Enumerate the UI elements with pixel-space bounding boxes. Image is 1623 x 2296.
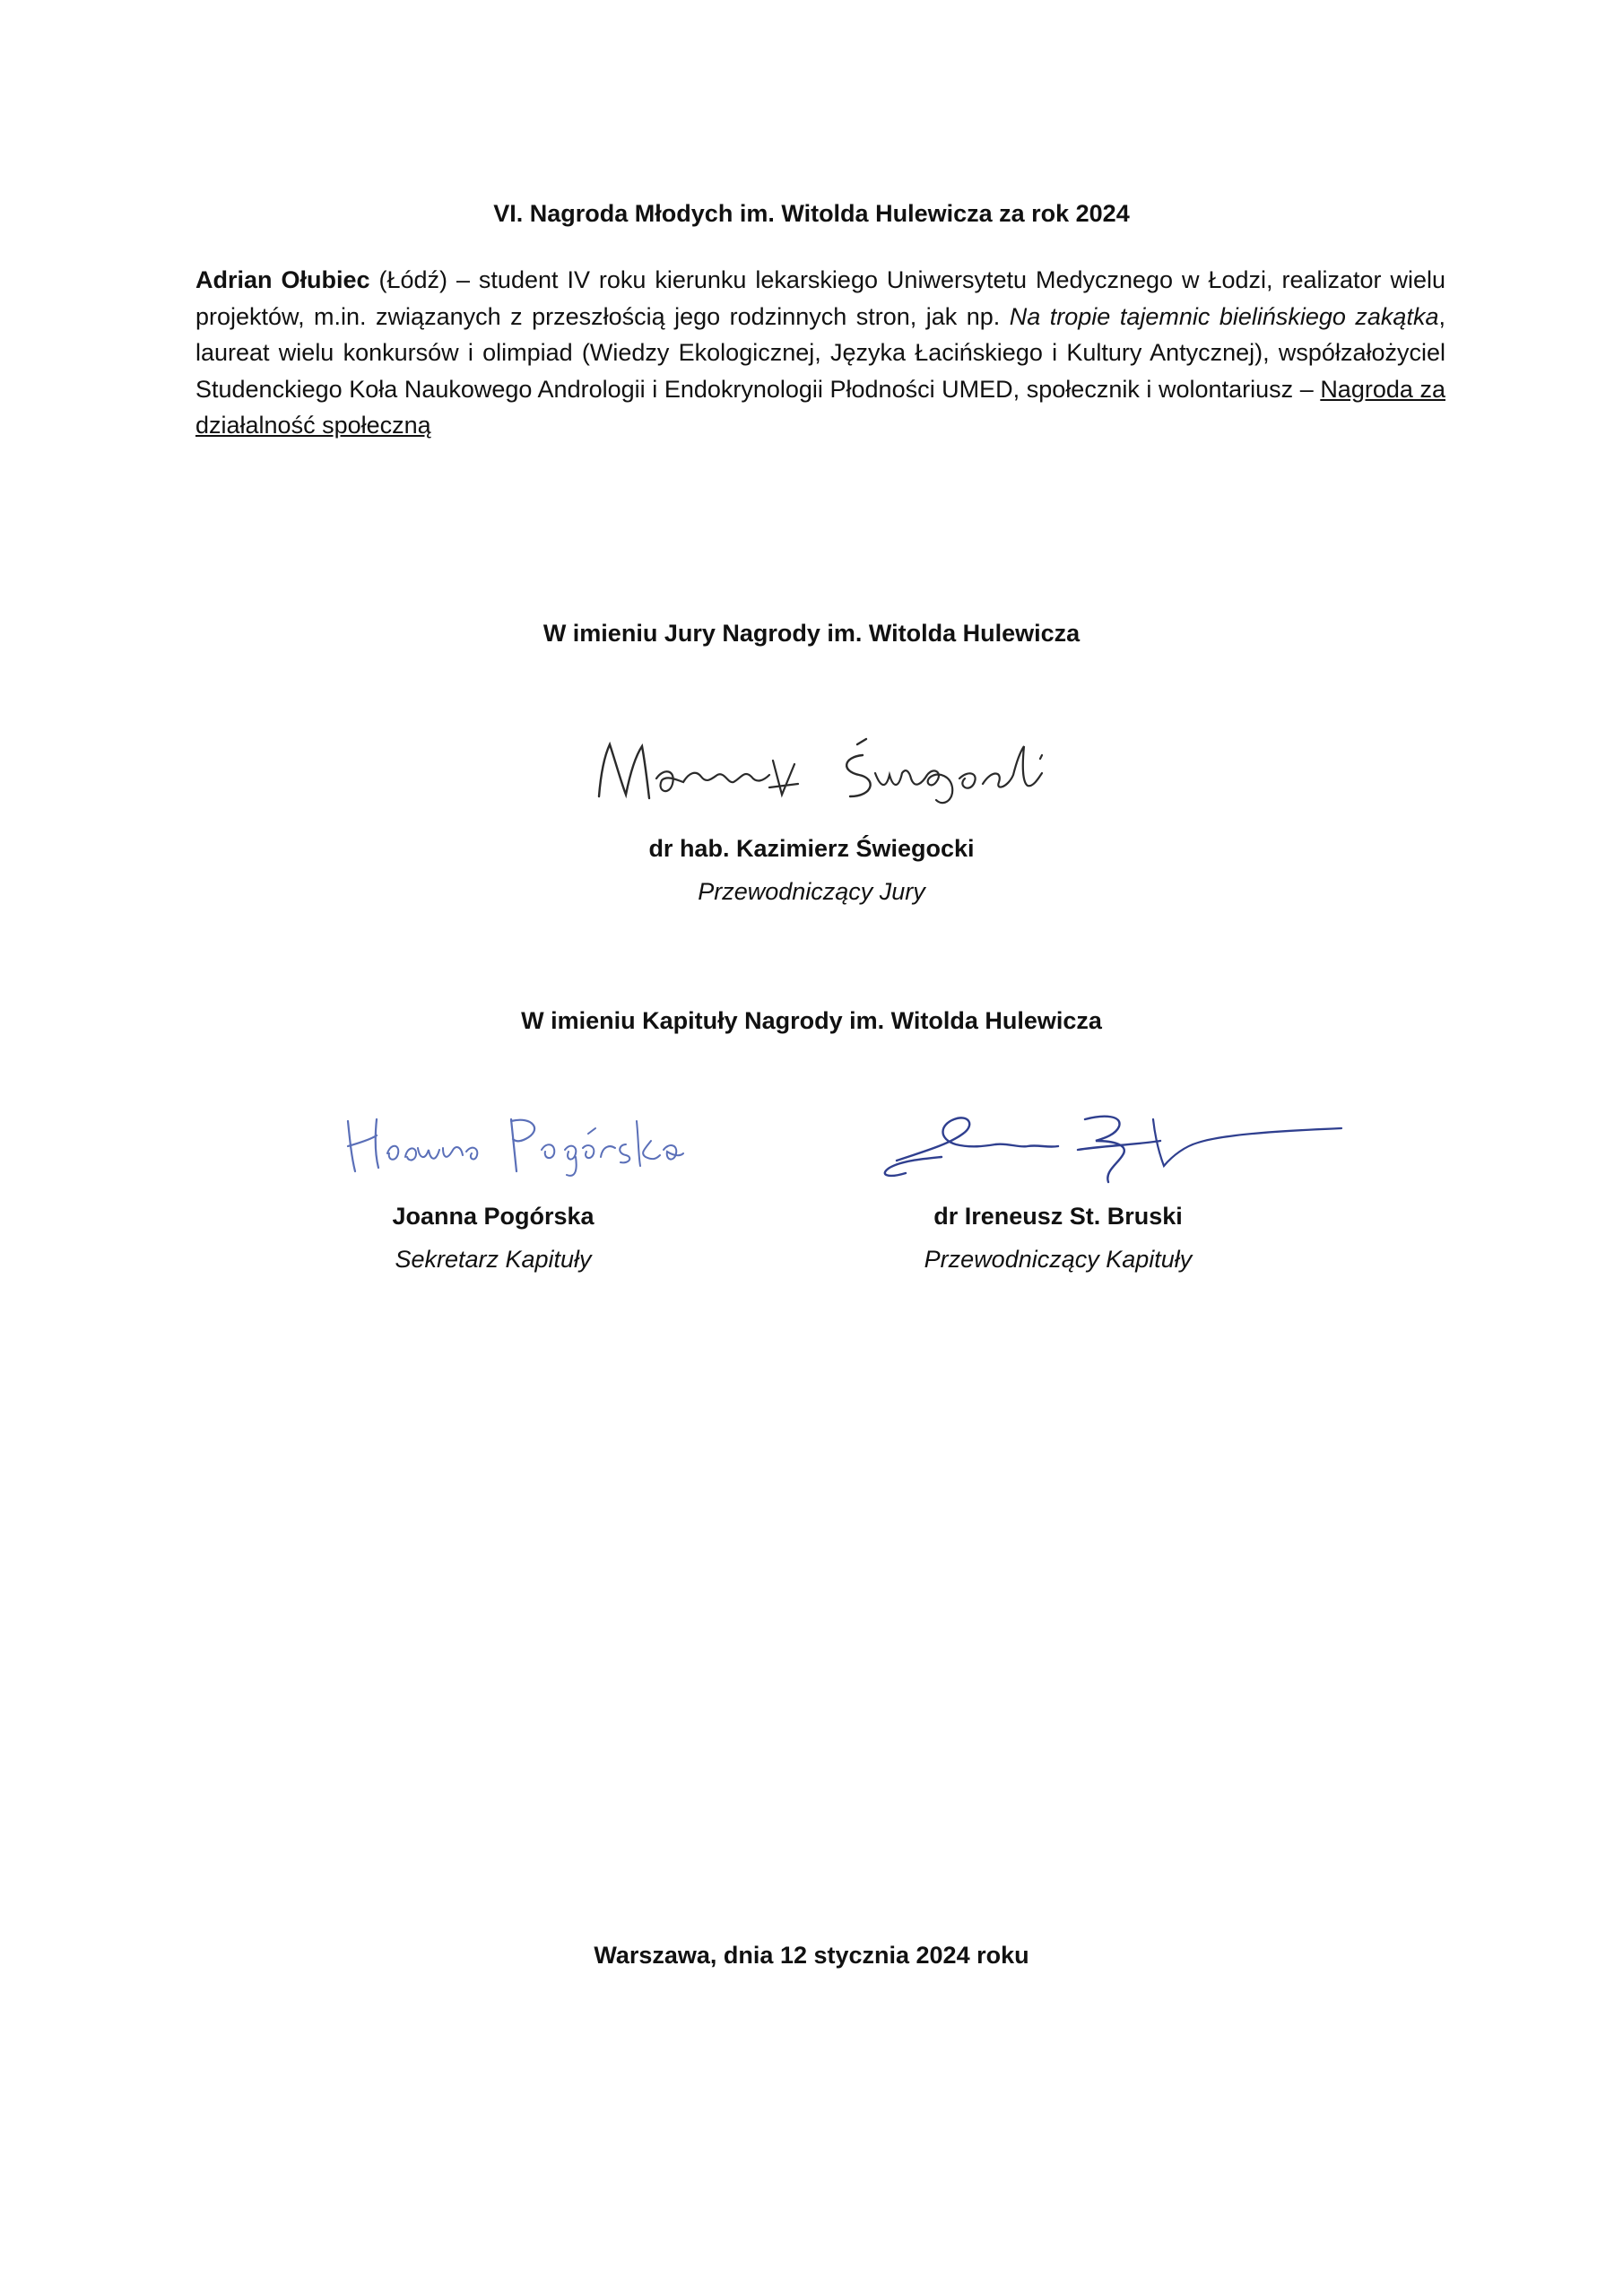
laureate-description	[195, 262, 1445, 444]
chapter-chair-name: dr Ireneusz St. Bruski	[933, 1203, 1183, 1230]
chapter-chair-signature	[870, 1092, 1354, 1191]
secretary-role: Sekretarz Kapituły	[395, 1246, 592, 1273]
secretary-signature	[341, 1094, 717, 1184]
award-category: Nagroda za działalność społeczną	[195, 375, 1445, 439]
place-and-date: Warszawa, dnia 12 stycznia 2024 roku	[594, 1942, 1029, 1969]
jury-chair-role: Przewodniczący Jury	[698, 878, 925, 905]
project-title: Na tropie tajemnic bielińskiego zakątka	[1009, 302, 1439, 330]
chapter-heading: W imieniu Kapituły Nagrody im. Witolda Hulewicza	[521, 1007, 1102, 1034]
laureate-intro-text: (Łódź) – student IV roku kierunku lekarskiego Uniwersytetu Medycznego w Łodzi, realizator wielu projektów, m.in. związanych z przeszłością jego rodzinnych stron, jak np.	[195, 266, 1445, 330]
chapter-chair-role: Przewodniczący Kapituły	[924, 1246, 1193, 1273]
laureate-name: Adrian Ołubiec	[195, 266, 370, 293]
jury-chair-signature	[574, 725, 1076, 814]
secretary-name: Joanna Pogórska	[392, 1203, 595, 1230]
jury-heading: W imieniu Jury Nagrody im. Witolda Hulewicza	[542, 620, 1081, 647]
laureate-rest-text: , laureat wielu konkursów i olimpiad (Wiedzy Ekologicznej, Języka Łacińskiego i Kultury Antycznej), współzałożyciel Studenckiego Koła Naukowego Andrologii i Endokrynologii Płodności UMED, społecznik i wolontariusz –	[195, 302, 1445, 403]
document-title: VI. Nagroda Młodych im. Witolda Hulewicza za rok 2024	[493, 200, 1130, 227]
jury-chair-name: dr hab. Kazimierz Świegocki	[648, 835, 975, 862]
